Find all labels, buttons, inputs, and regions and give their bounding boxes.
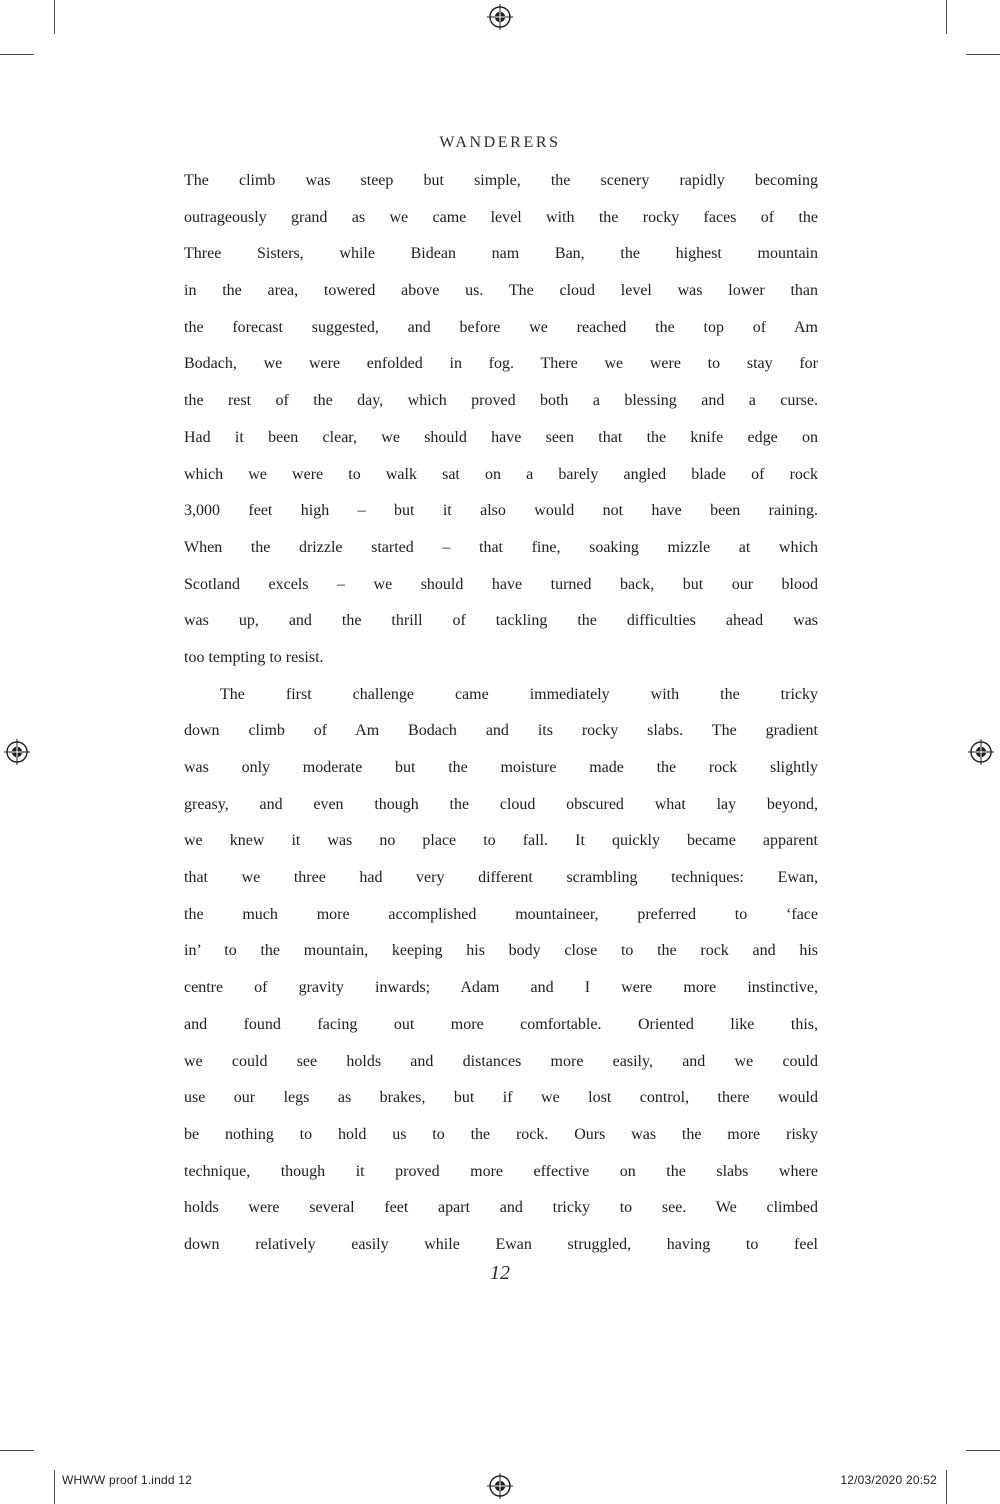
text-line: down relatively easily while Ewan struggled, having to feel [184, 1235, 818, 1253]
text-line: in the area, towered above us. The cloud level was lower than [184, 282, 818, 300]
body-text [184, 172, 818, 1273]
slug-timestamp: 12/03/2020 20:52 [840, 1473, 937, 1487]
crop-mark-top-right-h [966, 54, 1000, 55]
text-line: Scotland excels – we should have turned back, but our blood [184, 575, 818, 593]
crop-mark-top-right [946, 0, 947, 34]
text-line: The first challenge came immediately with the tricky [220, 685, 818, 703]
slug-file-name: WHWW proof 1.indd 12 [62, 1473, 193, 1487]
crop-mark-bottom-left-h [0, 1450, 34, 1451]
crop-mark-top-left [54, 0, 55, 34]
text-line: When the drizzle started – that fine, soaking mizzle at which [184, 538, 818, 556]
text-line: down climb of Am Bodach and its rocky slabs. The gradient [184, 722, 818, 740]
text-line: was only moderate but the moisture made the rock slightly [184, 759, 818, 776]
text-line: was up, and the thrill of tackling the difficulties ahead was [184, 612, 818, 630]
text-line: we knew it was no place to fall. It quickly became apparent [184, 832, 818, 850]
page-number: 12 [490, 1262, 510, 1284]
text-line: 3,000 feet high – but it also would not have been raining. [184, 502, 818, 520]
crop-mark-top-left-h [0, 54, 34, 55]
text-line: the much more accomplished mountaineer, preferred to ‘face [184, 905, 818, 923]
text-line: which we were to walk sat on a barely angled blade of rock [184, 465, 818, 483]
text-line: technique, though it proved more effective on the slabs where [184, 1162, 818, 1180]
text-line: holds were several feet apart and tricky to see. We climbed [184, 1199, 818, 1217]
paragraph [184, 686, 818, 1273]
text-line: greasy, and even though the cloud obscured what lay beyond, [184, 795, 818, 813]
paragraph [184, 172, 818, 686]
registration-mark-icon [487, 1473, 513, 1499]
crop-mark-bottom-left [54, 1470, 55, 1504]
text-line: too tempting to resist. [184, 648, 324, 666]
registration-mark-icon [968, 739, 994, 765]
text-line: Had it been clear, we should have seen that the knife edge on [184, 428, 818, 446]
text-line: outrageously grand as we came level with the rocky faces of the [184, 208, 818, 226]
text-line: and found facing out more comfortable. Oriented like this, [184, 1015, 818, 1033]
registration-mark-icon [4, 739, 30, 765]
text-line: use our legs as brakes, but if we lost control, there would [184, 1089, 818, 1107]
crop-mark-bottom-right-h [966, 1450, 1000, 1451]
text-line: that we three had very different scrambling techniques: Ewan, [184, 869, 818, 887]
registration-mark-icon [487, 4, 513, 30]
text-line: be nothing to hold us to the rock. Ours was the more risky [184, 1125, 818, 1143]
text-line: Bodach, we were enfolded in fog. There we were to stay for [184, 355, 818, 373]
text-line: in’ to the mountain, keeping his body close to the rock and his [184, 942, 818, 960]
text-line: Three Sisters, while Bidean nam Ban, the highest mountain [184, 245, 818, 263]
text-line: we could see holds and distances more easily, and we could [184, 1052, 818, 1070]
text-line: The climb was steep but simple, the scenery rapidly becoming [184, 172, 818, 189]
text-line: the forecast suggested, and before we reached the top of Am [184, 318, 818, 336]
text-line: centre of gravity inwards; Adam and I were more instinctive, [184, 979, 818, 997]
crop-mark-bottom-right [946, 1470, 947, 1504]
text-line: the rest of the day, which proved both a blessing and a curse. [184, 392, 818, 410]
running-head: WANDERERS [439, 134, 561, 151]
